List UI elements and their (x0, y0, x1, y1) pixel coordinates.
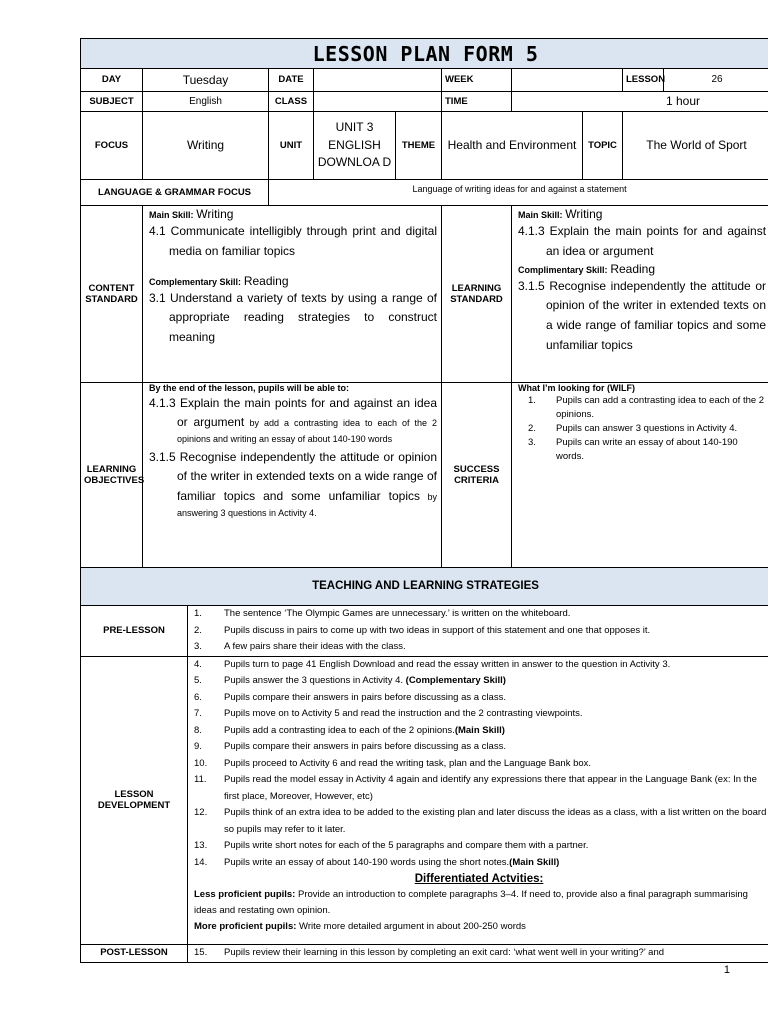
post-lesson-cell (188, 944, 768, 962)
language-focus-value: Language of writing ideas for and against a statement (269, 180, 768, 206)
step-number: 13. (194, 840, 208, 851)
objectives-cell (143, 383, 442, 568)
class-value (314, 92, 442, 112)
step-text: Pupils answer the 3 questions in Activity 4. (Complementary Skill) (224, 675, 506, 686)
development-step (188, 739, 768, 756)
step-number: 5. (194, 675, 202, 686)
unit-label: UNIT (269, 112, 314, 180)
date-value (314, 69, 442, 92)
objective-1: 4.1.3 Explain the main points for and against an idea or argument by add a contrasting idea to each of the 2 opinions and writing an essay of about 140-190 words (149, 395, 438, 445)
step-text: Pupils write short notes for each of the 5 paragraphs and compare them with a partner. (224, 840, 589, 851)
pre-lesson-label: PRE-LESSON (81, 606, 188, 657)
step-text: Pupils read the model essay in Activity 4 again and identify any expressions there that appear in the Language Bank (ex: In the first place, Moreover, However, etc) (224, 774, 757, 802)
unit-value: UNIT 3 ENGLISH DOWNLOA D (314, 112, 396, 180)
step-text: Pupils compare their answers in pairs before discussing as a class. (224, 741, 506, 752)
success-criteria-cell (512, 383, 768, 568)
theme-label: THEME (396, 112, 442, 180)
strategies-heading: TEACHING AND LEARNING STRATEGIES (81, 568, 768, 606)
topic-value: The World of Sport (623, 112, 768, 180)
subject-label: SUBJECT (81, 92, 143, 112)
lesson-development-cell (188, 656, 768, 944)
content-standard-cell: Main Skill: Writing 4.1 Communicate intelligibly through print and digital media on familiar topics Complementary Skill: Reading 3.1 Understand a variety of texts by using a range of appropriate reading strategies to construct meaning (143, 206, 442, 383)
time-value: 1 hour (512, 92, 768, 112)
time-label: TIME (442, 92, 512, 112)
step-number: 9. (194, 741, 202, 752)
development-step (188, 805, 768, 838)
wilf-item: 1. Pupils can add a contrasting idea to each of the 2 opinions. (528, 394, 765, 420)
development-step (188, 673, 768, 690)
wilf-intro: What I’m looking for (WILF) (518, 383, 635, 393)
step-text: Pupils add a contrasting idea to each of the 2 opinions.(Main Skill) (224, 724, 505, 736)
less-proficient-note: Less proficient pupils: Provide an introduction to complete paragraphs 3–4. If need to, provide also a final paragraph summarising ideas and restating own opinion. (194, 889, 748, 916)
pre-lesson-step (188, 623, 768, 640)
focus-label: FOCUS (81, 112, 143, 180)
step-number: 7. (194, 708, 202, 719)
page-title: LESSON PLAN FORM 5 (81, 39, 768, 69)
step-number: 10. (194, 757, 208, 769)
lesson-value: 26 (664, 69, 768, 92)
step-text: The sentence ‘The Olympic Games are unnecessary.’ is written on the whiteboard. (224, 608, 571, 619)
step-text: Pupils think of an extra idea to be added to the existing plan and later discuss the ideas as a class, with a list written on the board so pupils may refer to it later. (224, 807, 767, 835)
step-text: Pupils compare their answers in pairs before discussing as a class. (224, 691, 506, 703)
development-step (188, 756, 768, 773)
step-text: Pupils proceed to Activity 6 and read the writing task, plan and the Language Bank box. (224, 757, 592, 769)
lesson-label: LESSON (623, 69, 664, 92)
day-value: Tuesday (143, 69, 269, 92)
pre-lesson-step (188, 639, 768, 656)
step-number: 14. (194, 856, 208, 868)
week-label: WEEK (442, 69, 512, 92)
step-text: Pupils discuss in pairs to come up with two ideas in support of this statement and one that opposes it. (224, 624, 651, 636)
learning-standard-item-1: 4.1.3 Explain the main points for and against an idea or argument (518, 224, 767, 258)
development-step (188, 855, 768, 872)
focus-value: Writing (143, 112, 269, 180)
learning-standard-label: LEARNING STANDARD (442, 206, 512, 383)
differentiated-title: Differentiated Actvities: (414, 873, 544, 885)
development-step (188, 690, 768, 707)
pre-lesson-steps (188, 606, 768, 656)
content-standard-item-1: 4.1 Communicate intelligibly through print and digital media on familiar topics (149, 224, 437, 258)
post-lesson-label: POST-LESSON (81, 944, 188, 962)
step-number: 11. (194, 774, 207, 785)
lesson-development-label: LESSON DEVELOPMENT (81, 656, 188, 944)
week-value (512, 69, 623, 92)
development-step (188, 772, 768, 805)
step-number: 8. (194, 724, 202, 736)
step-number: 12. (194, 807, 208, 818)
lesson-development-steps (188, 657, 768, 872)
success-criteria-label: SUCCESS CRITERIA (442, 383, 512, 568)
objectives-label: LEARNING OBJECTIVES (81, 383, 143, 568)
step-text: A few pairs share their ideas with the class. (224, 641, 406, 652)
step-text: Pupils move on to Activity 5 and read the instruction and the 2 contrasting viewpoints. (224, 708, 583, 719)
pre-lesson-step (188, 606, 768, 623)
development-step (188, 723, 768, 740)
development-step (188, 657, 768, 674)
pre-lesson-cell (188, 606, 768, 657)
content-standard-label: CONTENT STANDARD (81, 206, 143, 383)
more-proficient-note: More proficient pupils: Write more detailed argument in about 200-250 words (194, 921, 526, 932)
wilf-list (518, 394, 766, 464)
topic-label: TOPIC (583, 112, 623, 180)
learning-standard-cell: Main Skill: Writing 4.1.3 Explain the main points for and against an idea or argument Complimentary Skill: Reading 3.1.5 Recognise independently the attitude or opinion of the writer in extended texts on a wide range of familiar topics and some unfamiliar topics (512, 206, 768, 383)
content-standard-item-2: 3.1 Understand a variety of texts by using a range of appropriate reading strategies to construct meaning (149, 290, 437, 345)
lesson-plan-form (80, 38, 768, 963)
objective-2: 3.1.5 Recognise independently the attitude or opinion of the writer in extended texts on a wide range of familiar topics and some unfamiliar topics by answering 3 questions in Activity 4. (149, 450, 438, 518)
step-text: Pupils turn to page 41 English Download and read the essay written in answer to the question in Activity 3. (224, 658, 671, 670)
development-step (188, 706, 768, 723)
step-text: Pupils write an essay of about 140-190 words using the short notes.(Main Skill) (224, 856, 560, 868)
theme-value: Health and Environment (442, 112, 583, 180)
wilf-item: 3. Pupils can write an essay of about 140-190 words. (528, 436, 738, 462)
subject-value: English (143, 92, 269, 112)
post-lesson-step: 15. Pupils review their learning in this lesson by completing an exit card: ‘what went well in your writing?’ and (194, 946, 665, 958)
day-label: DAY (81, 69, 143, 92)
lesson-plan-table (80, 38, 768, 963)
page-number: 1 (723, 964, 730, 976)
step-number: 4. (194, 658, 202, 670)
learning-standard-item-2: 3.1.5 Recognise independently the attitude or opinion of the writer in extended texts on a wide range of familiar topics and some unfamiliar topics (518, 278, 767, 352)
date-label: DATE (269, 69, 314, 92)
development-step (188, 838, 768, 855)
wilf-item: 2. Pupils can answer 3 questions in Activity 4. (528, 422, 738, 434)
step-number: 1. (194, 608, 202, 619)
step-number: 3. (194, 641, 202, 652)
language-focus-label: LANGUAGE & GRAMMAR FOCUS (81, 180, 269, 206)
step-number: 6. (194, 691, 202, 703)
class-label: CLASS (269, 92, 314, 112)
step-number: 2. (194, 624, 202, 636)
objectives-intro: By the end of the lesson, pupils will be able to: (149, 383, 350, 393)
